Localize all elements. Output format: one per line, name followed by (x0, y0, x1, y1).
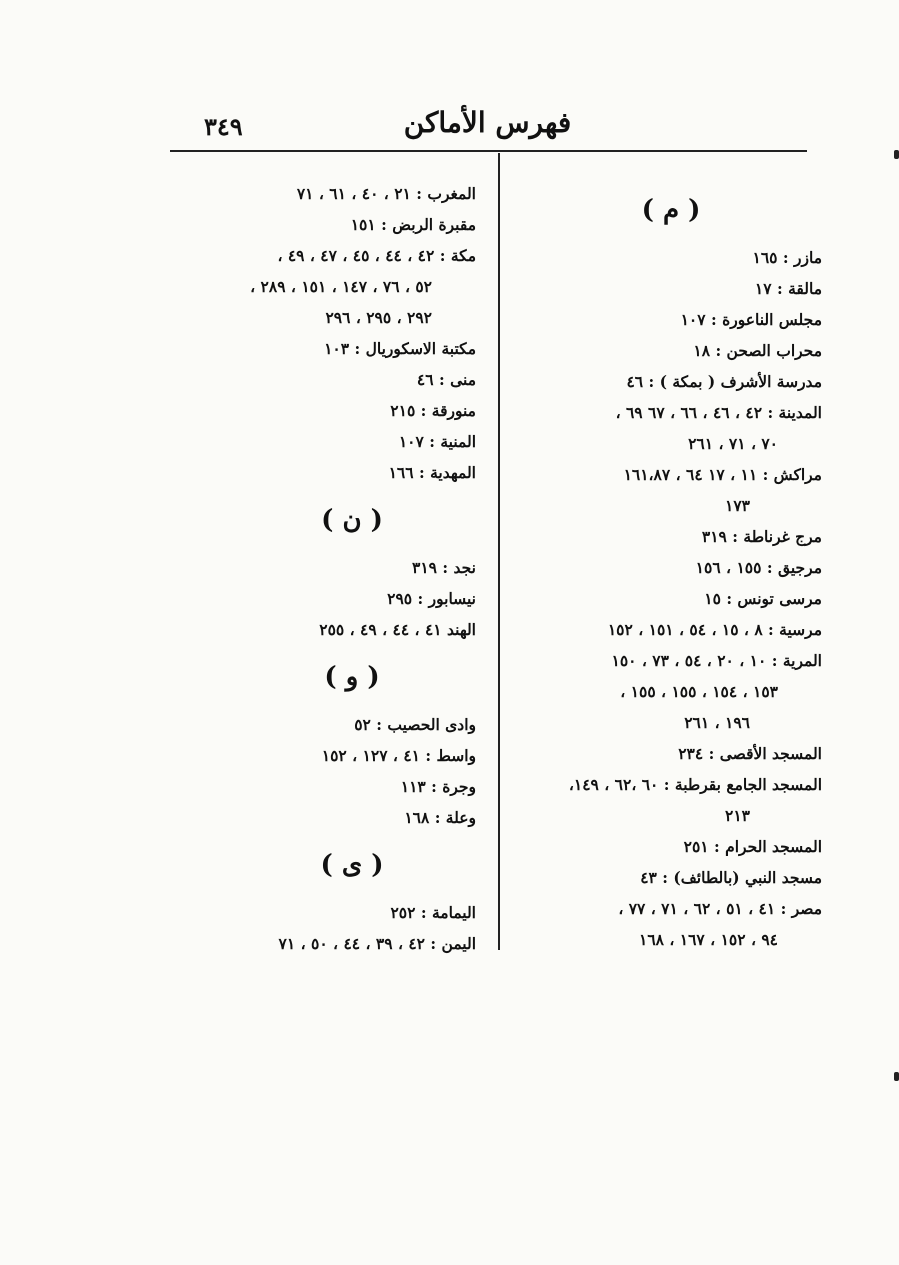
index-entry-continuation: ٩٤ ، ١٥٢ ، ١٦٧ ، ١٦٨ (639, 930, 778, 949)
index-entry: مازر : ١٦٥ (752, 248, 822, 267)
index-entry: مرجيق : ١٥٥ ، ١٥٦ (695, 558, 822, 577)
section-letter-ya: ( ى ) (320, 850, 384, 880)
scan-edge-mark (894, 150, 899, 159)
header-rule (170, 150, 807, 152)
entry-list (228, 552, 476, 645)
index-entry: وجرة : ١١٣ (400, 777, 476, 796)
index-entry: المرية : ١٠ ، ٢٠ ، ٥٤ ، ٧٣ ، ١٥٠ (611, 651, 822, 670)
index-entry: مصر : ٤١ ، ٥١ ، ٦٢ ، ٧١ ، ٧٧ ، (618, 899, 822, 918)
index-entry: منى : ٤٦ (416, 370, 476, 389)
entry-list (228, 178, 476, 488)
page-number: ٣٤٩ (204, 112, 243, 141)
index-column-right (520, 178, 822, 955)
index-entry: مرسية : ٨ ، ١٥ ، ٥٤ ، ١٥١ ، ١٥٢ (607, 620, 822, 639)
index-entry: مكتبة الاسكوريال : ١٠٣ (324, 339, 476, 358)
index-entry: وادى الحصيب : ٥٢ (354, 715, 476, 734)
index-entry: المدينة : ٤٢ ، ٤٦ ، ٦٦ ، ٦٧ ٦٩ ، (615, 403, 822, 422)
index-entry: محراب الصحن : ١٨ (693, 341, 822, 360)
index-entry-continuation: ٧٠ ، ٧١ ، ٢٦١ (688, 434, 778, 453)
entry-list (228, 897, 476, 959)
index-entry: مرج غرناطة : ٣١٩ (701, 527, 822, 546)
index-entry: وعلة : ١٦٨ (404, 808, 476, 827)
scan-edge-mark (894, 1072, 899, 1081)
entry-list (520, 242, 822, 955)
page-header (170, 100, 805, 148)
section-letter-nun: ( ن ) (321, 505, 383, 535)
index-entry: المهدية : ١٦٦ (388, 463, 476, 482)
index-entry: مجلس الناعورة : ١٠٧ (680, 310, 822, 329)
index-entry: المسجد الجامع بقرطبة : ٦٠ ،٦٢ ، ١٤٩، (568, 775, 822, 794)
index-entry: المغرب : ٢١ ، ٤٠ ، ٦١ ، ٧١ (296, 184, 476, 203)
index-entry: اليمامة : ٢٥٢ (390, 903, 476, 922)
index-entry-continuation: ٢١٣ (725, 806, 750, 825)
index-entry: مرسى تونس : ١٥ (704, 589, 822, 608)
page-title: فهرس الأماكن (403, 106, 572, 139)
index-entry-continuation: ١٧٣ (725, 496, 750, 515)
index-column-left (228, 178, 476, 959)
index-entry: المسجد الحرام : ٢٥١ (683, 837, 822, 856)
index-entry: منورقة : ٢١٥ (390, 401, 476, 420)
index-entry: واسط : ٤١ ، ١٢٧ ، ١٥٢ (321, 746, 476, 765)
section-letter-waw: ( و ) (324, 662, 380, 692)
index-entry: مدرسة الأشرف ( بمكة ) : ٤٦ (626, 372, 822, 391)
index-entry-continuation: ١٩٦ ، ٢٦١ (684, 713, 750, 732)
entry-list (228, 709, 476, 833)
index-entry: مقبرة الربض : ١٥١ (350, 215, 476, 234)
index-entry-continuation: ٥٢ ، ٧٦ ، ١٤٧ ، ١٥١ ، ٢٨٩ ، (250, 277, 432, 296)
index-entry: الهند ٤١ ، ٤٤ ، ٤٩ ، ٢٥٥ (319, 620, 476, 639)
index-entry: مالقة : ١٧ (754, 279, 822, 298)
index-entry: نيسابور : ٢٩٥ (387, 589, 476, 608)
section-letter-mim: ( م ) (641, 195, 701, 225)
index-entry: مراكش : ١١ ، ١٧ ٦٤ ، ١٦١،٨٧ (623, 465, 822, 484)
index-entry-continuation: ١٥٣ ، ١٥٤ ، ١٥٥ ، ١٥٥ ، (620, 682, 778, 701)
index-entry: المسجد الأقصى : ٢٣٤ (678, 744, 822, 763)
index-entry: المنية : ١٠٧ (398, 432, 476, 451)
index-entry: نجد : ٣١٩ (412, 558, 476, 577)
index-entry: اليمن : ٤٢ ، ٣٩ ، ٤٤ ، ٥٠ ، ٧١ (278, 934, 476, 953)
index-entry-continuation: ٢٩٢ ، ٢٩٥ ، ٢٩٦ (325, 308, 432, 327)
index-entry: مكة : ٤٢ ، ٤٤ ، ٤٥ ، ٤٧ ، ٤٩ ، (277, 246, 476, 265)
column-divider (498, 153, 500, 950)
index-entry: مسجد النبي (بالطائف) : ٤٣ (640, 868, 822, 887)
